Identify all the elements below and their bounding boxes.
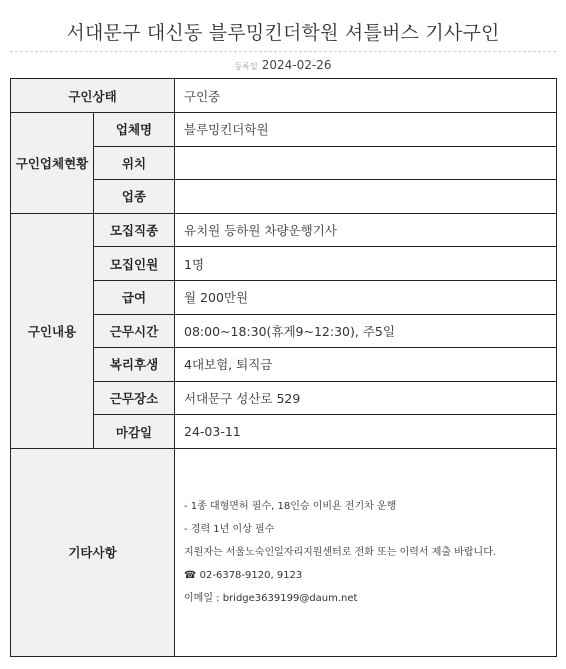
workplace-label: 근무장소: [94, 381, 175, 415]
benefits-label: 복리후생: [94, 348, 175, 382]
industry-value: [175, 180, 557, 214]
location-label: 위치: [94, 146, 175, 180]
date-value: 2024-02-26: [261, 58, 332, 72]
job-type-value: 유치원 등하원 차량운행기사: [175, 213, 557, 247]
table-row: [11, 113, 557, 147]
job-info-table: [10, 78, 557, 657]
company-group-label: 구인업체현황: [11, 113, 94, 214]
table-row: [11, 213, 557, 247]
etc-note-line: - 경력 1년 이상 필수: [184, 523, 275, 535]
headcount-label: 모집인원: [94, 247, 175, 281]
company-name-label: 업체명: [94, 113, 175, 147]
table-row: [11, 79, 557, 113]
etc-notes: [175, 448, 557, 656]
status-value: 구인중: [175, 79, 557, 113]
headcount-value: 1명: [175, 247, 557, 281]
job-group-label: 구인내용: [11, 213, 94, 448]
salary-value: 월 200만원: [175, 280, 557, 314]
benefits-value: 4대보험, 퇴직금: [175, 348, 557, 382]
deadline-label: 마감일: [94, 415, 175, 449]
company-name-value: 블루밍킨더학원: [175, 113, 557, 147]
table-row: [11, 448, 557, 656]
salary-label: 급여: [94, 280, 175, 314]
etc-note-phone: ☎ 02-6378-9120, 9123: [184, 569, 303, 581]
page-title: 서대문구 대신동 블루밍킨더학원 셔틀버스 기사구인: [66, 22, 500, 44]
work-hours-value: 08:00~18:30(휴게9~12:30), 주5일: [175, 314, 557, 348]
work-hours-label: 근무시간: [94, 314, 175, 348]
post-date: [0, 58, 566, 72]
etc-note-email: 이메일 : bridge3639199@daum.net: [184, 592, 358, 604]
workplace-value: 서대문구 성산로 529: [175, 381, 557, 415]
etc-note-line: - 1종 대형면허 필수, 18인승 이비욘 전기차 운행: [184, 500, 397, 512]
date-label: 등록일: [234, 62, 258, 71]
status-label: 구인상태: [11, 79, 175, 113]
title-divider: [10, 51, 556, 52]
industry-label: 업종: [94, 180, 175, 214]
etc-label: 기타사항: [11, 448, 175, 656]
deadline-value: 24-03-11: [175, 415, 557, 449]
job-type-label: 모집직종: [94, 213, 175, 247]
etc-note-line: 지원자는 서울노숙인일자리지원센터로 전화 또는 이력서 제출 바랍니다.: [184, 546, 497, 558]
location-value: [175, 146, 557, 180]
